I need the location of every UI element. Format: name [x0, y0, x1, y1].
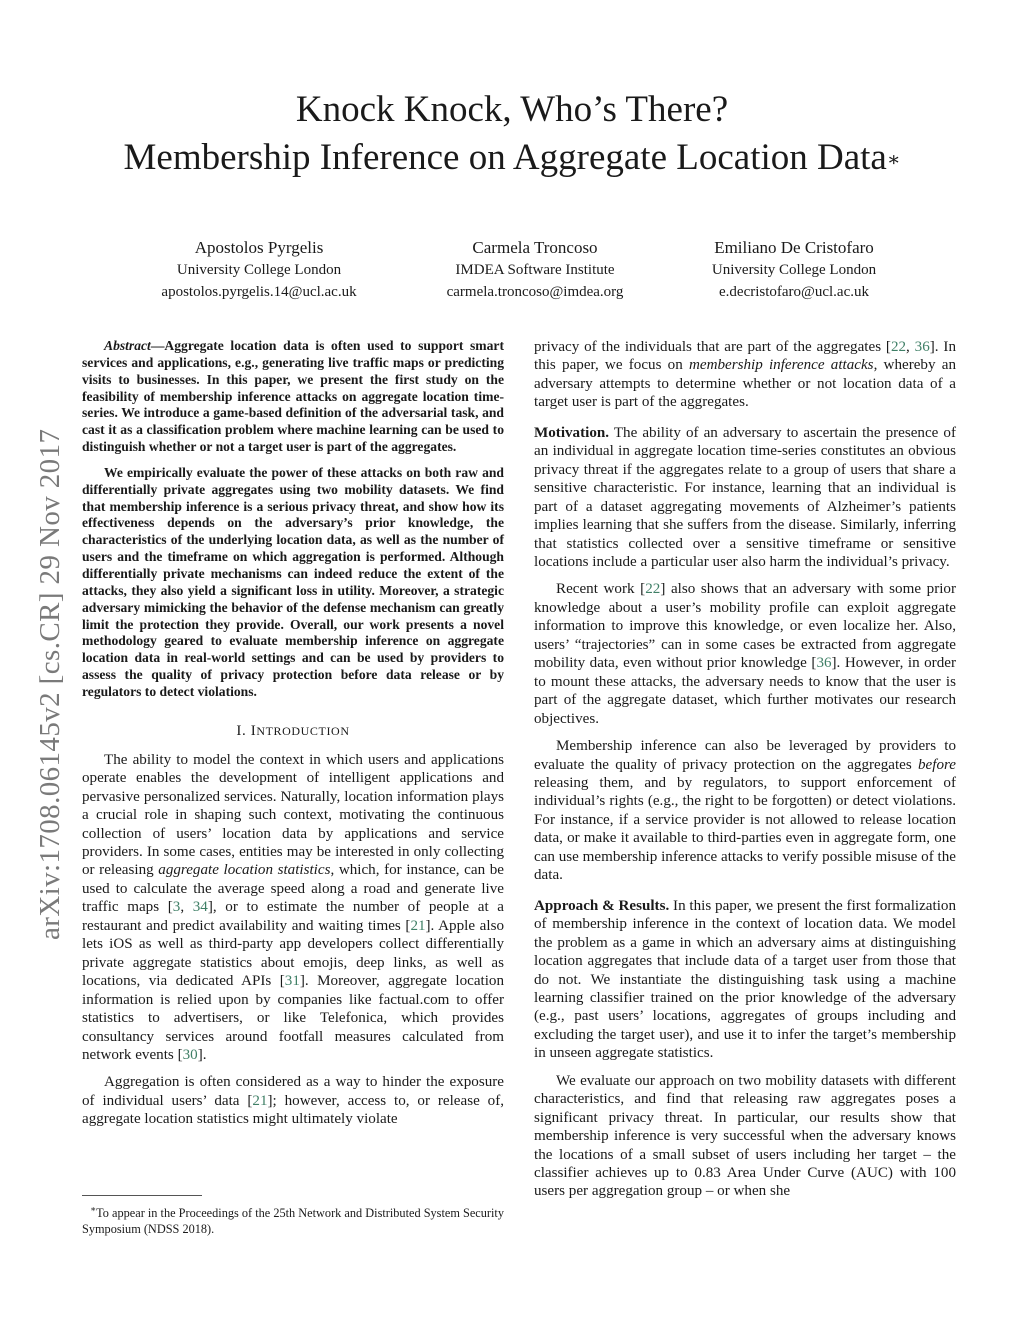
paragraph-heading: Approach & Results. [534, 897, 670, 914]
section-heading-smallcaps: NTRODUCTION [256, 723, 350, 738]
text-run: ]. [197, 1046, 207, 1063]
text-run: Aggregation is often considered as a way to hinder the exposure of individual users’ data [ [82, 1074, 504, 1109]
text-run: The ability to model the context in which users and applications operate enables the development of intelligent applications and pervasive personalized services. Naturally, location information plays a crucial role in shaping such context, motivating the continuous collection of users’ location data by applications and service providers. In some cases, entities may be interested in only collecting or releasing [82, 751, 504, 879]
text-run: In this paper, we present the first formalization of membership inference in the context of location data. We model the problem as a game in which an adversary aims at distinguishing location aggregates that include data of a target user from those that do not. We instantiate the distinguishing task using a machine learning classifier trained on the prior knowledge of the adversary (e.g., past users’ locations, aggregates of groups including and excluding the target user), and use it to infer the target’s membership in unseen aggregate statistics. [534, 897, 956, 1062]
citation-link[interactable]: 36 [816, 655, 832, 672]
abstract-label: Abstract [104, 338, 151, 353]
recent-work-paragraph [534, 580, 956, 728]
text-run: privacy of the individuals that are part of the aggregates [ [534, 339, 891, 355]
approach-paragraph [534, 897, 956, 1063]
author-name: Emiliano De Cristofaro [714, 238, 874, 257]
footnote-text [82, 1202, 504, 1237]
text-run: , [180, 899, 193, 916]
paper-title [60, 86, 964, 182]
abstract-paragraph-2: We empirically evaluate the power of these attacks on both raw and differentially private aggregates using two mobility datasets. We find that membership inference is a serious privacy threat, and show how its effectiveness depends on the adversary’s prior knowledge, the characteristics of the underlying location data, as well as the number of users and the timeframe on which aggregation is performed. Although differentially private mechanisms can indeed reduce the extent of the attacks, they also yield a significant loss in utility. Moreover, a strategic adversary mimicking the behavior of the defense mechanism can greatly limit the protection they provide. Overall, our work presents a novel methodology geared to evaluate membership inference on aggregate location data in real-world settings and can be used by providers to assess the quality of privacy protection before data release or by regulators to detect violations. [82, 464, 504, 699]
text-run: Membership inference can also be leveraged by providers to evaluate the quality of privacy protection on the aggregates [534, 738, 956, 773]
text-run: ] also shows that an adversary with some prior knowledge about a user’s mobility profile can exploit aggregate information to improve this knowledge, or even localize her. Also, users’ “trajectories” can in some cases be extracted from aggregate mobility data, even without prior knowledge [ [534, 581, 956, 672]
emphasis: before [918, 756, 956, 773]
emphasis: membership inference attacks [688, 357, 874, 374]
citation-link[interactable]: 22 [890, 339, 907, 355]
author-name: Apostolos Pyrgelis [194, 238, 324, 257]
membership-paragraph [534, 737, 956, 885]
author-3 [644, 237, 944, 303]
text-run: ]. In this paper, we focus on [534, 339, 956, 374]
text-run: , [906, 339, 915, 355]
section-heading-initial: I [250, 722, 257, 739]
right-column [534, 338, 956, 1201]
citation-link[interactable]: 31 [284, 973, 300, 990]
citation-link[interactable]: 36 [914, 339, 930, 355]
text-run: ]. Moreover, aggregate location information is relied upon by companies like factual.com to offer statistics to advertisers, or like Telefonica, which provides consultancy services around footfall measures calculated from network events [ [82, 973, 504, 1063]
title-line-2 [60, 134, 964, 182]
abstract-paragraph-1 [82, 338, 504, 456]
title-line-2-text: Membership Inference on Aggregate Location Data [123, 137, 887, 178]
author-1 [109, 237, 409, 303]
citation-link[interactable]: 30 [182, 1046, 198, 1063]
author-email[interactable]: carmela.troncoso@imdea.org [446, 284, 624, 300]
author-name: Carmela Troncoso [472, 238, 598, 257]
text-run: ]. Apple also lets iOS as well as third-party app developers collect differentially private aggregate statistics about emojis, deep links, as well as locations, via dedicated APIs [ [82, 917, 504, 990]
section-numeral: I. [236, 722, 247, 739]
text-run: releasing them, and by regulators, to support enforcement of individual’s rights (e.g., the right to be forgotten) or detect violations. For instance, if a service provider is not allowed to release location data, or make it available to third-parties even in aggregate form, one can use membership inference attacks to verify possible misuse of the data. [534, 774, 956, 884]
right-paragraph-continued [534, 338, 956, 412]
section-heading-introduction [82, 723, 504, 740]
text-run: ]; however, access to, or release of, aggregate location statistics might ultimately violate [82, 1092, 505, 1128]
introduction-body [82, 751, 504, 1129]
footnote [82, 1195, 504, 1237]
author-email[interactable]: apostolos.pyrgelis.14@ucl.ac.uk [161, 284, 357, 300]
evaluation-paragraph: We evaluate our approach on two mobility datasets with different characteristics, and find that releasing raw aggregates poses a significant privacy threat. In particular, our results show that membership inference is very successful when the adversary knows the locations of a small subset of users including her target – the classifier achieves up to 0.83 Area Under Curve (AUC) with 100 users per aggregation group – or when she [534, 1072, 956, 1200]
footnote-rule [82, 1195, 202, 1196]
emphasis: aggregate location statistics [158, 862, 331, 879]
text-run: The ability of an adversary to ascertain the presence of an individual in aggregate location time-series constitutes an obvious privacy threat if the aggregates relate to a group of users that share a sensitive characteristic. For instance, learning that an individual is part of a dataset aggregating movements of Alzheimer’s patients implies learning that she suffers from the disease. Similarly, inferring that statistics collected over a sensitive timeframe or sensitive locations include a particular user also harm the individual’s privacy. [534, 424, 956, 570]
citation-link[interactable]: 21 [410, 917, 426, 934]
intro-paragraph-2 [82, 1073, 504, 1128]
arxiv-identifier: arXiv:1708.06145v2 [cs.CR] 29 Nov 2017 [34, 428, 66, 940]
motivation-paragraph [534, 424, 956, 572]
author-affiliation: IMDEA Software Institute [455, 262, 615, 278]
text-run: , whereby an adversary attempts to determine whether or not location data of a target user is part of the aggregates. [534, 357, 956, 411]
footnote-body: To appear in the Proceedings of the 25th Network and Distributed System Security Symposium (NDSS 2018). [82, 1206, 504, 1236]
citation-link[interactable]: 21 [252, 1092, 268, 1109]
intro-paragraph-1 [82, 751, 504, 1065]
citation-link[interactable]: 3 [172, 899, 181, 916]
author-affiliation: University College London [711, 262, 877, 278]
citation-link[interactable]: 22 [645, 581, 661, 598]
text-run: ]. However, in order to mount these attacks, the adversary needs to know that the user is part of the aggregate dataset, which further motivates our research objectives. [534, 655, 956, 727]
author-affiliation: University College London [176, 262, 342, 278]
author-2 [385, 237, 685, 303]
text-run: ], or to estimate the number of people at a restaurant and predict availability and waiting times [ [82, 899, 505, 934]
left-column [82, 338, 504, 1129]
paragraph-heading: Motivation. [534, 424, 610, 441]
footnote-mark: ∗ [90, 1204, 97, 1214]
title-footnote-mark: ∗ [886, 149, 901, 171]
author-email[interactable]: e.decristofaro@ucl.ac.uk [719, 284, 869, 300]
abstract-text-1: —Aggregate location data is often used to support smart services and applications, e.g., generating live traffic maps or predicting visits to businesses. In this paper, we present the first study on the feasibility of membership inference attacks on aggregate location time-series. We introduce a game-based definition of the adversarial task, and cast it as a classification problem where machine learning can be used to distinguish whether or not a target user is part of the aggregates. [82, 338, 504, 455]
text-run: , which, for instance, can be used to calculate the average speed along a road and generate live traffic maps [ [82, 862, 504, 916]
abstract [82, 338, 504, 701]
citation-link[interactable]: 34 [192, 899, 208, 916]
title-line-1: Knock Knock, Who’s There? [295, 89, 729, 130]
text-run: Recent work [ [556, 581, 646, 598]
